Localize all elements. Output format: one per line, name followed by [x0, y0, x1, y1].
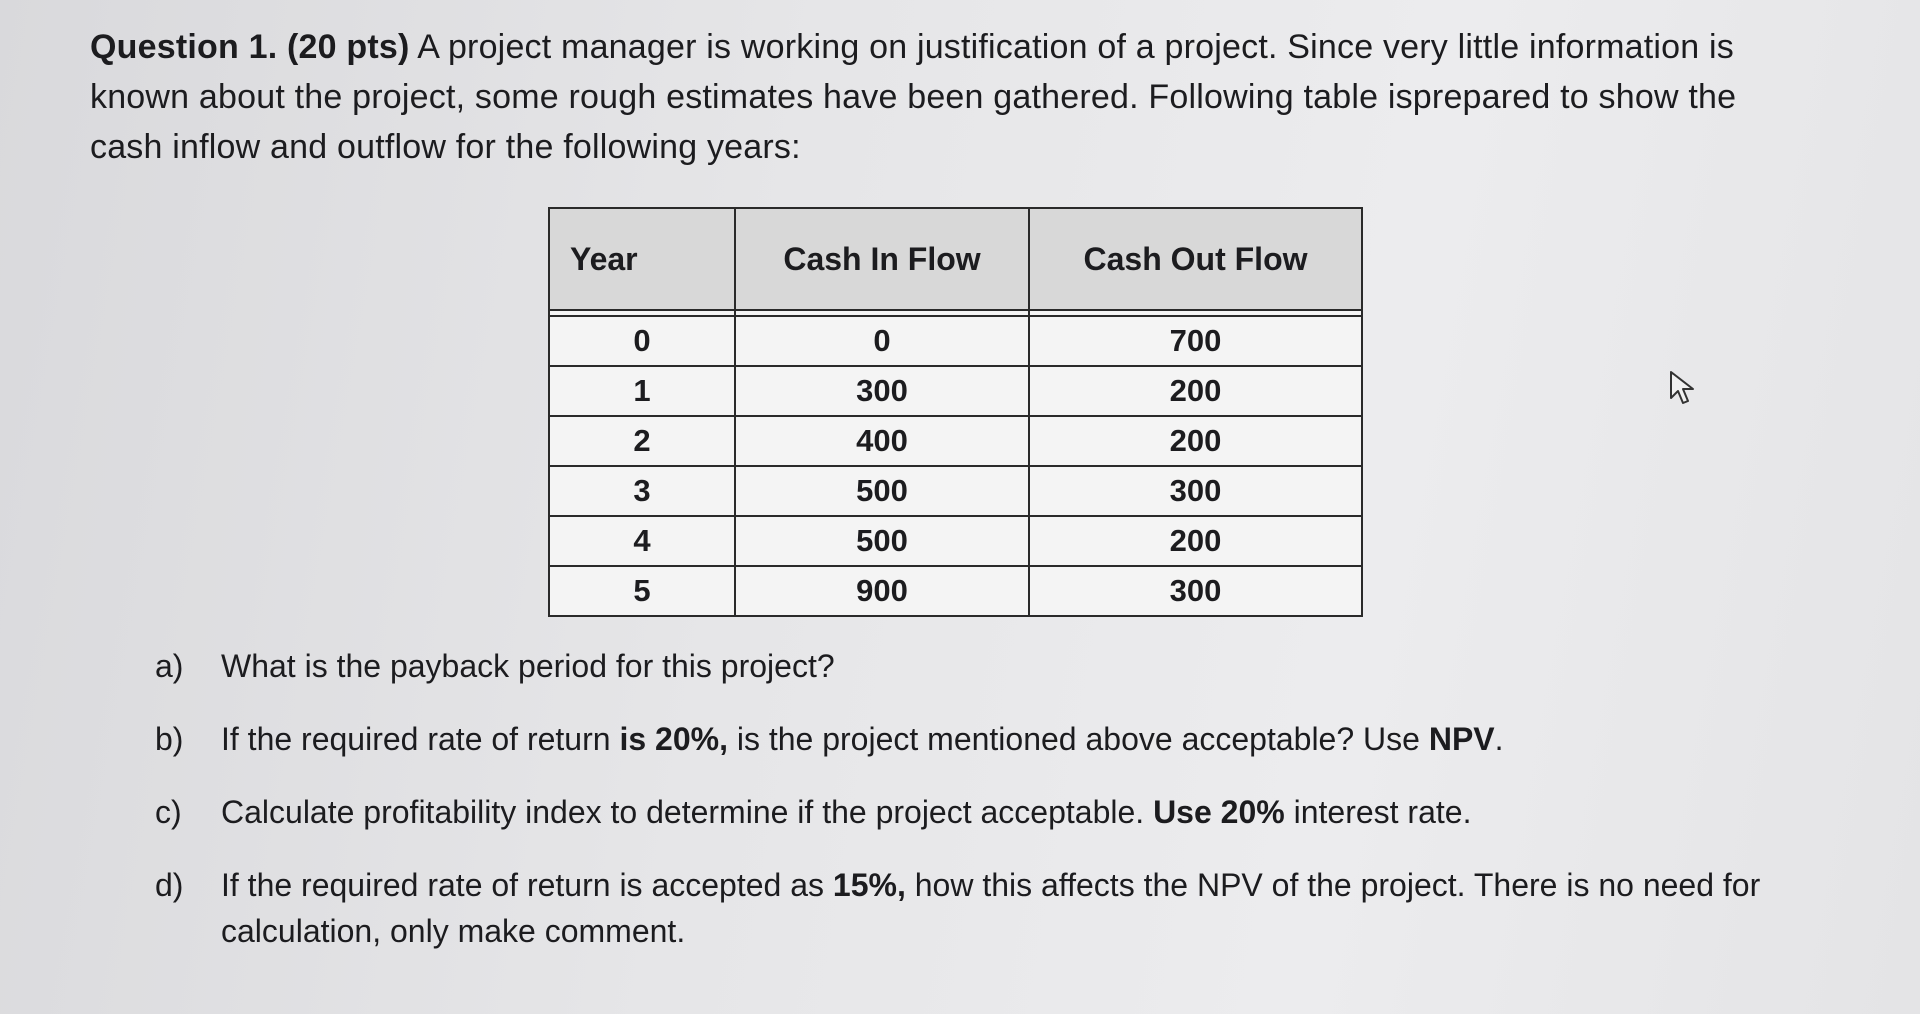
part-b-mid: is the project mentioned above acceptable? Use [727, 721, 1429, 757]
mouse-pointer-icon [1668, 370, 1704, 406]
question-text: A project manager is working on justification of a project. Since very little information is known about the project, some rough estimates have been gathered. Following table isprepared to show the cash inflow and outflow for the following years: [90, 28, 1737, 166]
cell-cash-out: 700 [1029, 316, 1362, 366]
cell-cash-out: 300 [1029, 466, 1362, 516]
part-d-pre: If the required rate of return is accepted as [221, 867, 833, 903]
part-b [155, 716, 1795, 762]
part-d-post: how this affects the NPV of the project. There is no need for calculation, only make comment. [221, 867, 1761, 949]
cell-cash-in: 400 [735, 416, 1029, 466]
part-b-bold-rate: is 20%, [619, 721, 728, 757]
header-cash-in-flow: Cash In Flow [735, 208, 1029, 310]
cell-year: 2 [549, 416, 735, 466]
part-b-bold-npv: NPV [1428, 721, 1495, 757]
part-b-post: . [1494, 721, 1504, 757]
cell-cash-out: 200 [1029, 366, 1362, 416]
part-b-letter: b) [155, 721, 184, 757]
header-cash-out-flow: Cash Out Flow [1029, 208, 1362, 310]
part-c-text [221, 789, 1795, 835]
cell-cash-out: 300 [1029, 566, 1362, 616]
cash-flow-table [548, 207, 1363, 617]
cell-cash-in: 300 [735, 366, 1029, 416]
cell-cash-in: 500 [735, 516, 1029, 566]
part-a-letter: a) [155, 648, 184, 684]
cell-year: 1 [549, 366, 735, 416]
part-a [155, 643, 1795, 689]
part-d [155, 862, 1795, 954]
cell-cash-out: 200 [1029, 416, 1362, 466]
question-points: (20 pts) [287, 28, 410, 66]
cell-cash-in: 500 [735, 466, 1029, 516]
part-a-text: What is the payback period for this project? [221, 648, 835, 684]
part-b-text [221, 716, 1795, 762]
part-d-bold-rate: 15%, [832, 867, 906, 903]
cell-cash-in: 0 [735, 316, 1029, 366]
table-row [549, 316, 1362, 366]
cell-year: 3 [549, 466, 735, 516]
table-row [549, 516, 1362, 566]
header-year: Year [549, 208, 735, 310]
question-parts [155, 643, 1795, 981]
cell-cash-out: 200 [1029, 516, 1362, 566]
part-c-post: interest rate. [1284, 794, 1472, 830]
part-c [155, 789, 1795, 835]
part-d-text [221, 862, 1795, 954]
part-b-pre: If the required rate of return [221, 721, 620, 757]
cell-year: 4 [549, 516, 735, 566]
part-c-bold-rate: Use 20% [1153, 794, 1285, 830]
question-intro [90, 22, 1770, 172]
cell-year: 0 [549, 316, 735, 366]
part-c-letter: c) [155, 794, 182, 830]
cell-cash-in: 900 [735, 566, 1029, 616]
question-label: Question 1. [90, 28, 278, 66]
table-row [549, 466, 1362, 516]
table-row [549, 366, 1362, 416]
part-d-letter: d) [155, 867, 184, 903]
table-row [549, 416, 1362, 466]
table-row [549, 566, 1362, 616]
part-c-pre: Calculate profitability index to determine if the project acceptable. [221, 794, 1154, 830]
table-header-row [549, 208, 1362, 310]
cell-year: 5 [549, 566, 735, 616]
